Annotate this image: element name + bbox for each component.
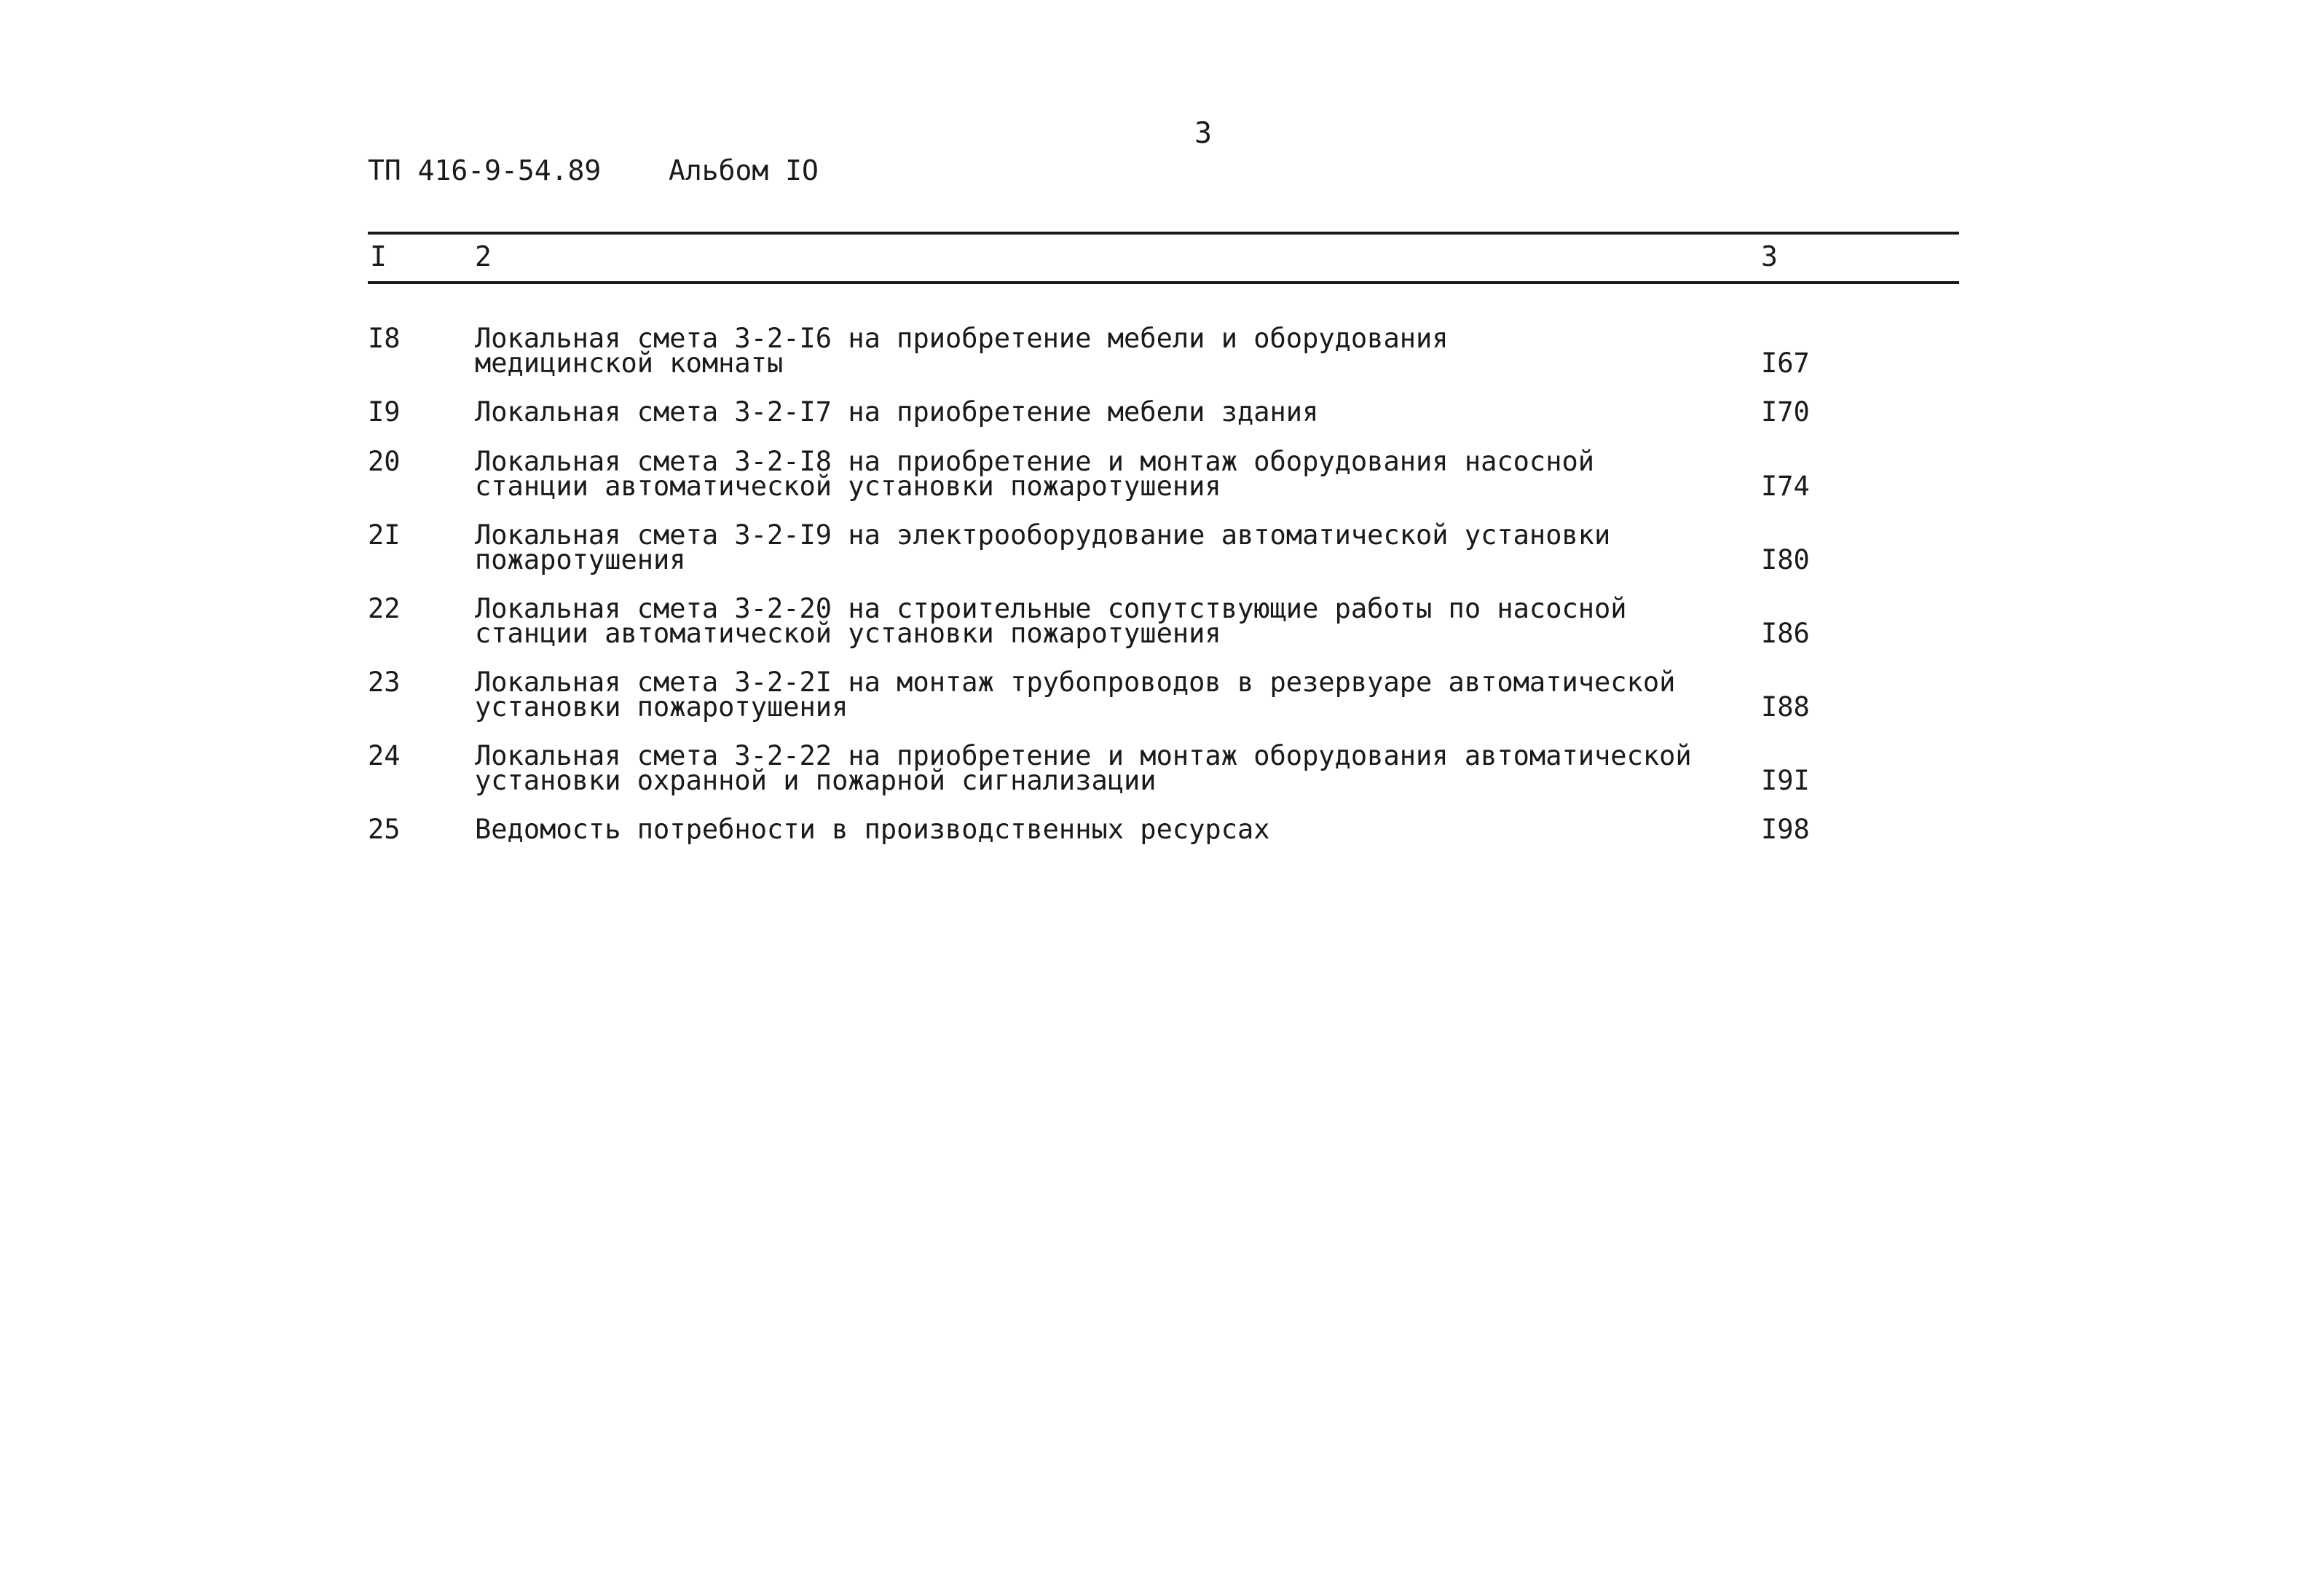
- row-title-line: установки охранной и пожарной сигнализации: [475, 765, 1157, 796]
- row-number: 25: [368, 814, 401, 845]
- row-number: I8: [368, 323, 401, 354]
- table-row: [0, 446, 2324, 523]
- column-header-title: 2: [475, 240, 492, 272]
- row-title: [475, 814, 1640, 845]
- row-title: [475, 323, 1640, 379]
- row-number: 2I: [368, 519, 401, 551]
- table-header-rule: [368, 281, 1959, 284]
- row-page: I67: [1761, 347, 1810, 379]
- row-title: [475, 446, 1640, 502]
- row-title-line: пожаротушения: [475, 544, 686, 575]
- row-page: I98: [1761, 814, 1810, 845]
- table-row: [0, 814, 2324, 867]
- document-code: ТП 416-9-54.89: [368, 154, 602, 186]
- column-header-number: I: [370, 240, 387, 272]
- row-page: I74: [1761, 471, 1810, 502]
- album-label: Альбом IO: [669, 154, 819, 186]
- row-title-line: установки пожаротушения: [475, 691, 848, 723]
- table-row: [0, 593, 2324, 670]
- row-title-line: Локальная смета 3-2-20 на строительные сопутствующие работы по насосной: [475, 593, 1627, 624]
- row-page: I9I: [1761, 765, 1810, 796]
- table-row: [0, 519, 2324, 597]
- row-title-line: Локальная смета 3-2-2I на монтаж трубопроводов в резервуаре автоматической: [475, 667, 1676, 698]
- row-page: I88: [1761, 691, 1810, 723]
- table-body: [0, 323, 2324, 867]
- row-number: 23: [368, 667, 401, 698]
- row-title-line: Ведомость потребности в производственных ресурсах: [475, 814, 1270, 845]
- row-page: I80: [1761, 544, 1810, 575]
- row-title: [475, 667, 1676, 723]
- table-row: [0, 740, 2324, 817]
- row-title-line: Локальная смета 3-2-I9 на электрооборудование автоматической установки: [475, 519, 1611, 551]
- table-row: [0, 667, 2324, 744]
- row-title-line: Локальная смета 3-2-I7 на приобретение мебели здания: [475, 396, 1319, 428]
- row-title: [475, 519, 1640, 575]
- column-header-page: 3: [1761, 240, 1778, 272]
- row-title-line: Локальная смета 3-2-I8 на приобретение и монтаж оборудования насосной: [475, 446, 1595, 477]
- row-title: [475, 740, 1692, 796]
- row-title-line: станции автоматической установки пожаротушения: [475, 618, 1221, 649]
- row-title-line: станции автоматической установки пожаротушения: [475, 471, 1221, 502]
- row-title: [475, 593, 1640, 649]
- page-number: 3: [1194, 117, 1213, 150]
- row-title: [475, 396, 1640, 428]
- row-number: 22: [368, 593, 401, 624]
- row-page: I70: [1761, 396, 1810, 428]
- row-number: 24: [368, 740, 401, 771]
- row-number: I9: [368, 396, 401, 428]
- row-title-line: Локальная смета 3-2-22 на приобретение и монтаж оборудования автоматической: [475, 740, 1692, 771]
- row-title-line: Локальная смета 3-2-I6 на приобретение мебели и оборудования: [475, 323, 1449, 354]
- row-page: I86: [1761, 618, 1810, 649]
- row-number: 20: [368, 446, 401, 477]
- table-top-rule: [368, 232, 1959, 235]
- table-row: [0, 396, 2324, 449]
- row-title-line: медицинской комнаты: [475, 347, 784, 379]
- table-row: [0, 323, 2324, 400]
